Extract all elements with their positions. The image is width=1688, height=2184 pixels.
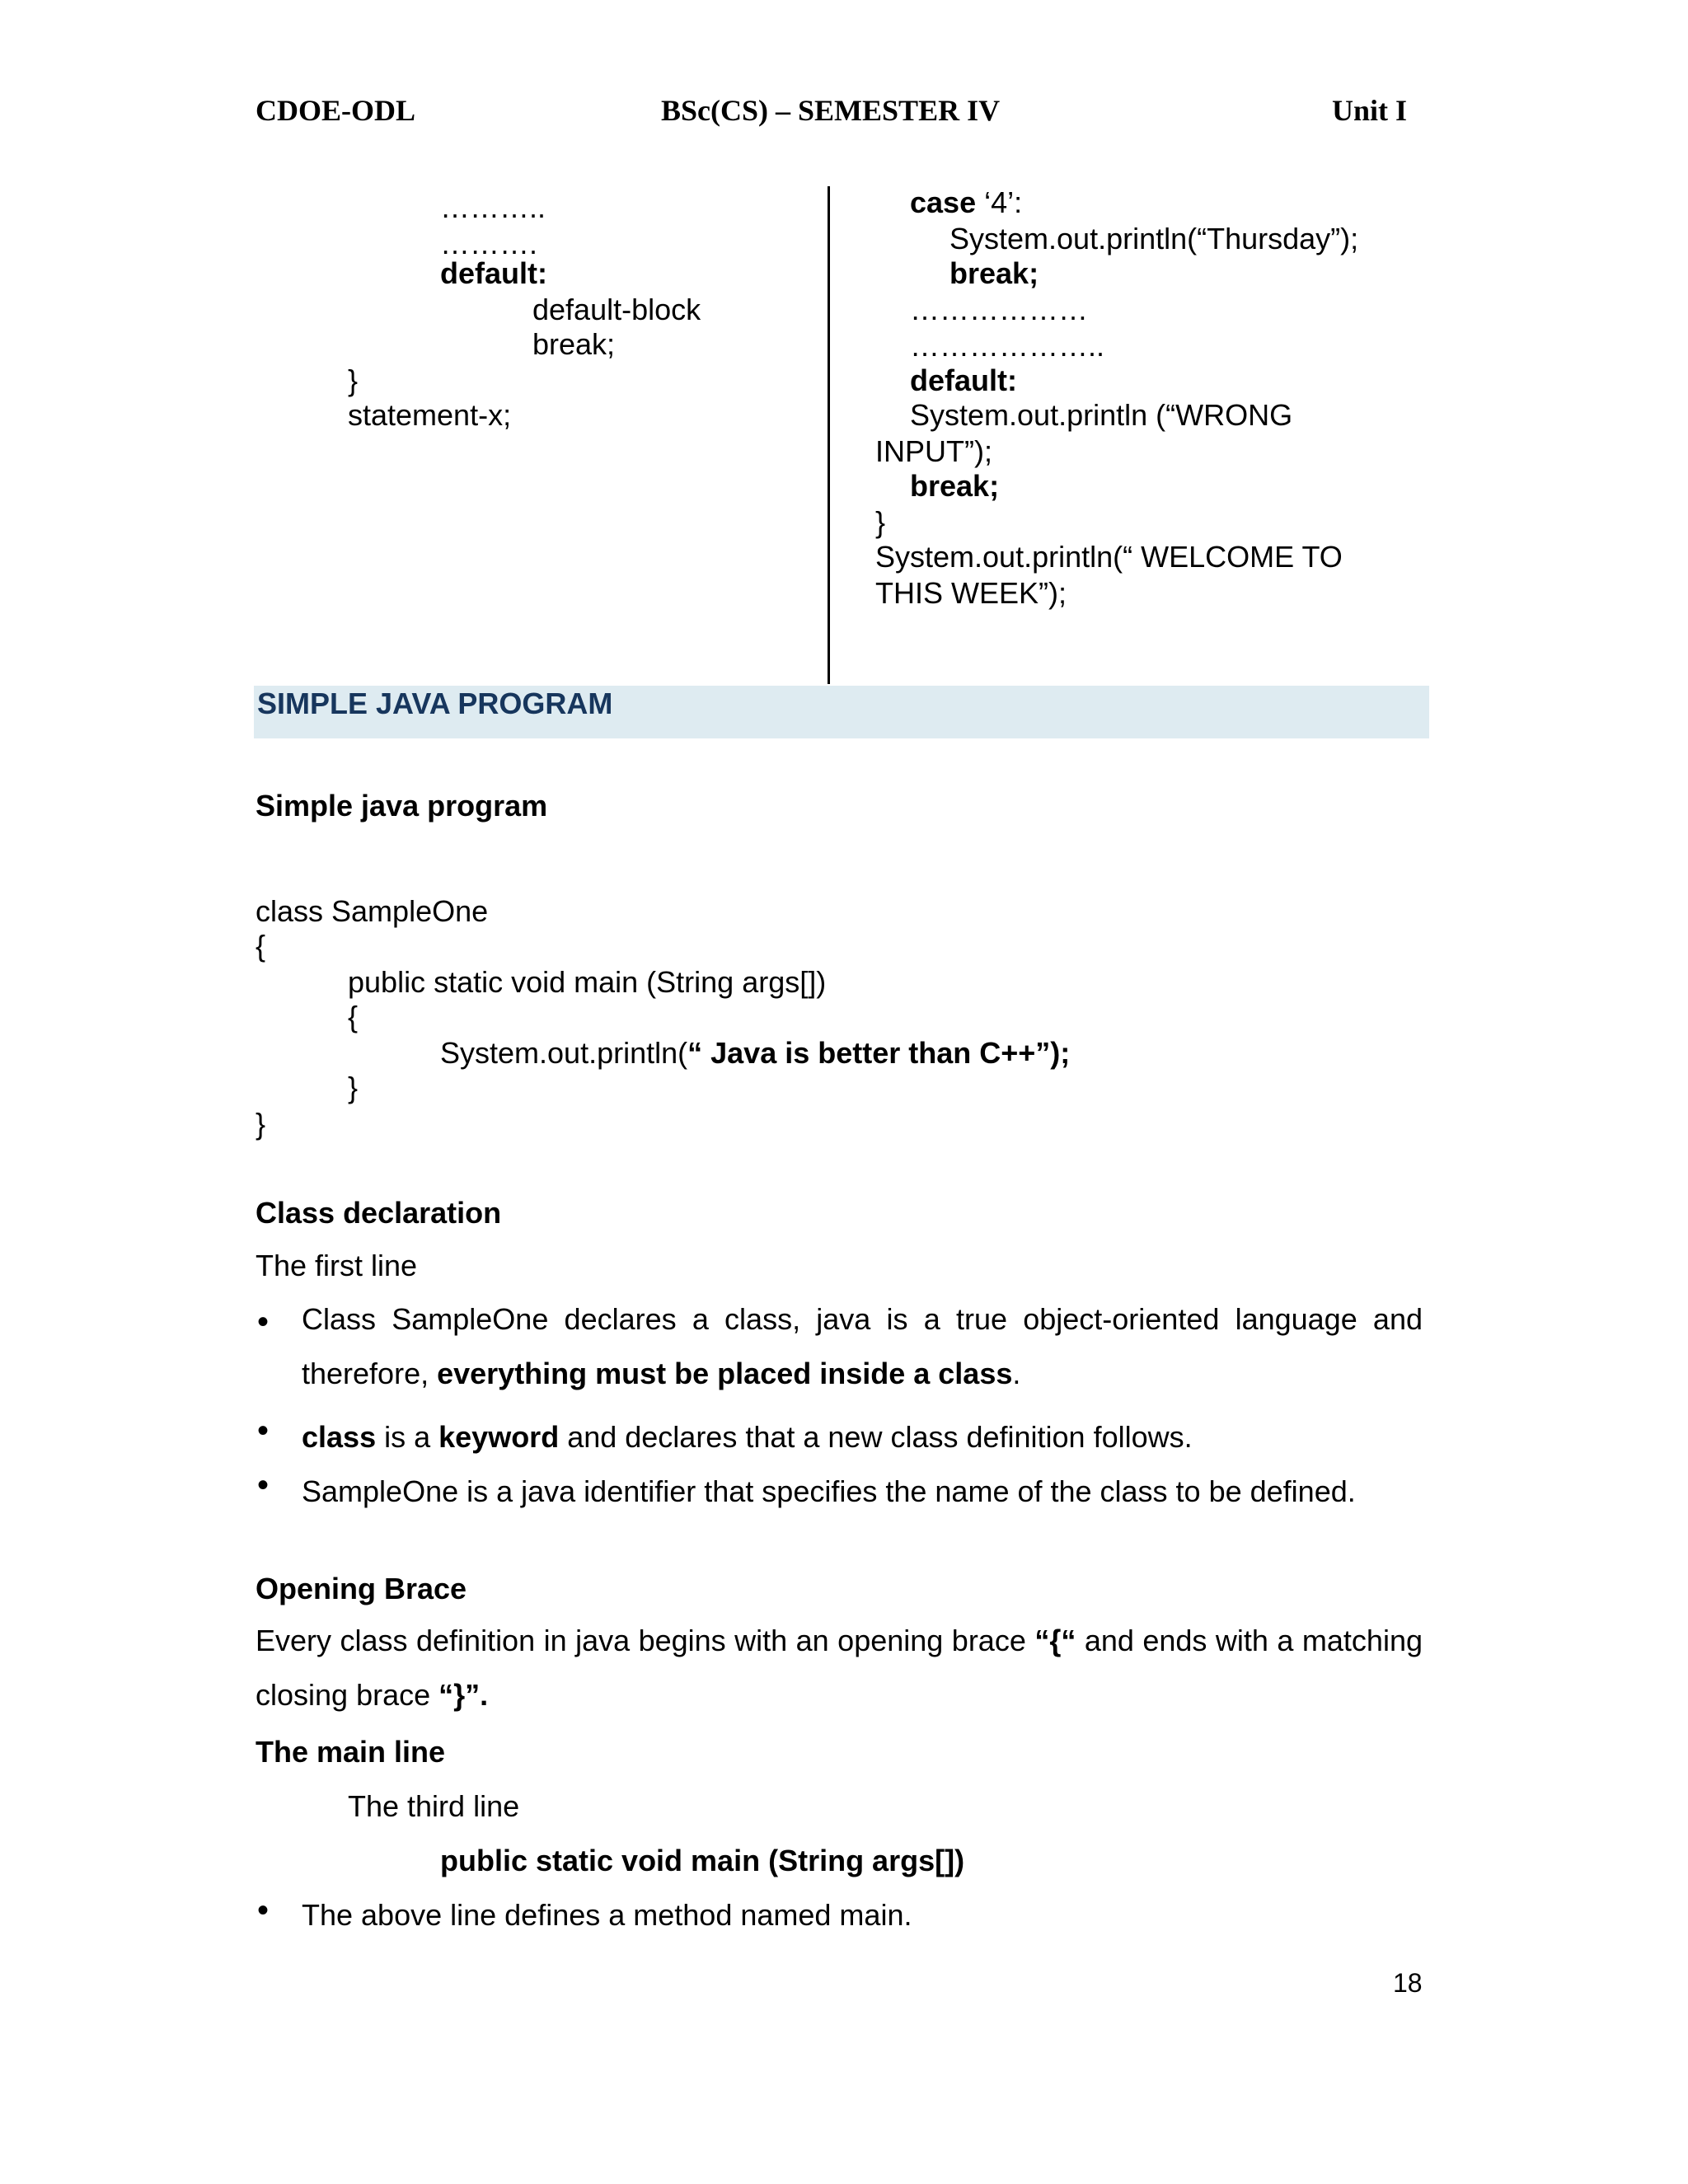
right-code-println-wrong-2: INPUT”);	[875, 434, 992, 468]
right-code-case-value: ‘4’:	[976, 185, 1023, 219]
left-code-default-block: default-block	[532, 293, 701, 326]
left-code-dots-1: ………..	[440, 190, 546, 224]
right-code-println-welcome-2: THIS WEEK”);	[875, 576, 1067, 610]
right-code-println-thursday: System.out.println(“Thursday”);	[950, 222, 1359, 255]
bullet-icon: •	[257, 1304, 270, 1340]
opening-brace-text-2: and ends with a matching closing brace	[256, 1624, 1423, 1712]
program-line-7: }	[256, 1107, 266, 1141]
right-code-println-welcome-1: System.out.println(“ WELCOME TO	[875, 540, 1343, 574]
left-code-dots-2: ……….	[440, 227, 538, 260]
section-banner-title: SIMPLE JAVA PROGRAM	[257, 687, 613, 720]
program-line-5	[440, 1035, 1070, 1071]
program-line-6: }	[348, 1071, 359, 1104]
opening-brace-paragraph	[256, 1614, 1423, 1722]
bullet-icon: •	[257, 1467, 270, 1503]
program-line-5-plain: System.out.println(	[440, 1036, 688, 1070]
header-center: BSc(CS) – SEMESTER IV	[661, 94, 1001, 127]
program-line-4: {	[348, 1000, 359, 1033]
right-code-dots-1: ………………	[910, 293, 1088, 326]
column-divider	[828, 186, 830, 684]
right-code-default: default:	[910, 363, 1017, 397]
class-declaration-bullet-1	[302, 1292, 1423, 1401]
right-code-println-wrong-1: System.out.println (“WRONG	[910, 398, 1293, 432]
program-line-5-bold: “ Java is better than C++”);	[687, 1036, 1071, 1070]
subheading: Simple java program	[256, 789, 548, 823]
bullet-icon: •	[257, 1413, 270, 1449]
bullet-2-bold-2: keyword	[438, 1420, 560, 1454]
class-declaration-bullet-3: SampleOne is a java identifier that specifies the name of the class to be defined.	[302, 1474, 1356, 1508]
program-line-3: public static void main (String args[])	[348, 965, 827, 999]
opening-brace-bold-2: “}”.	[438, 1678, 489, 1712]
bullet-1-bold: everything must be placed inside a class	[437, 1357, 1013, 1390]
page-number: 18	[1393, 1968, 1423, 1998]
main-line-signature: public static void main (String args[])	[440, 1844, 965, 1877]
class-declaration-bullet-2	[302, 1419, 1193, 1455]
bullet-1-text: Class SampleOne declares a class, java is a true object-oriented language and therefore,	[302, 1302, 1423, 1390]
bullet-2-mid: is a	[376, 1420, 439, 1454]
right-code-break-2: break;	[910, 469, 1000, 503]
left-code-statement-x: statement-x;	[348, 398, 512, 432]
main-line-bullet-1: The above line defines a method named main.	[302, 1898, 912, 1932]
right-code-close-brace: }	[875, 505, 886, 539]
main-line-intro: The third line	[348, 1789, 520, 1823]
class-declaration-intro: The first line	[256, 1249, 418, 1282]
left-code-close-brace: }	[348, 363, 359, 397]
program-line-2: {	[256, 929, 266, 963]
header-left: CDOE-ODL	[256, 94, 416, 127]
bullet-2-end: and declares that a new class definition follows.	[559, 1420, 1193, 1454]
class-declaration-heading: Class declaration	[256, 1196, 502, 1230]
program-line-1: class SampleOne	[256, 894, 489, 928]
right-code-case-line	[910, 185, 1022, 221]
right-code-dots-2: ………………..	[910, 329, 1105, 363]
right-code-case-keyword: case	[910, 185, 977, 219]
main-line-heading: The main line	[256, 1735, 446, 1769]
bullet-2-bold-1: class	[302, 1420, 377, 1454]
left-code-break: break;	[532, 327, 616, 361]
opening-brace-text-1: Every class definition in java begins with an opening brace	[256, 1624, 1035, 1657]
opening-brace-heading: Opening Brace	[256, 1572, 467, 1605]
bullet-icon: •	[257, 1892, 270, 1929]
bullet-1-end: .	[1012, 1357, 1021, 1390]
left-code-default: default:	[440, 256, 547, 290]
opening-brace-bold-1: “{“	[1034, 1624, 1076, 1657]
header-right: Unit I	[1332, 94, 1408, 127]
right-code-break-1: break;	[950, 256, 1039, 290]
